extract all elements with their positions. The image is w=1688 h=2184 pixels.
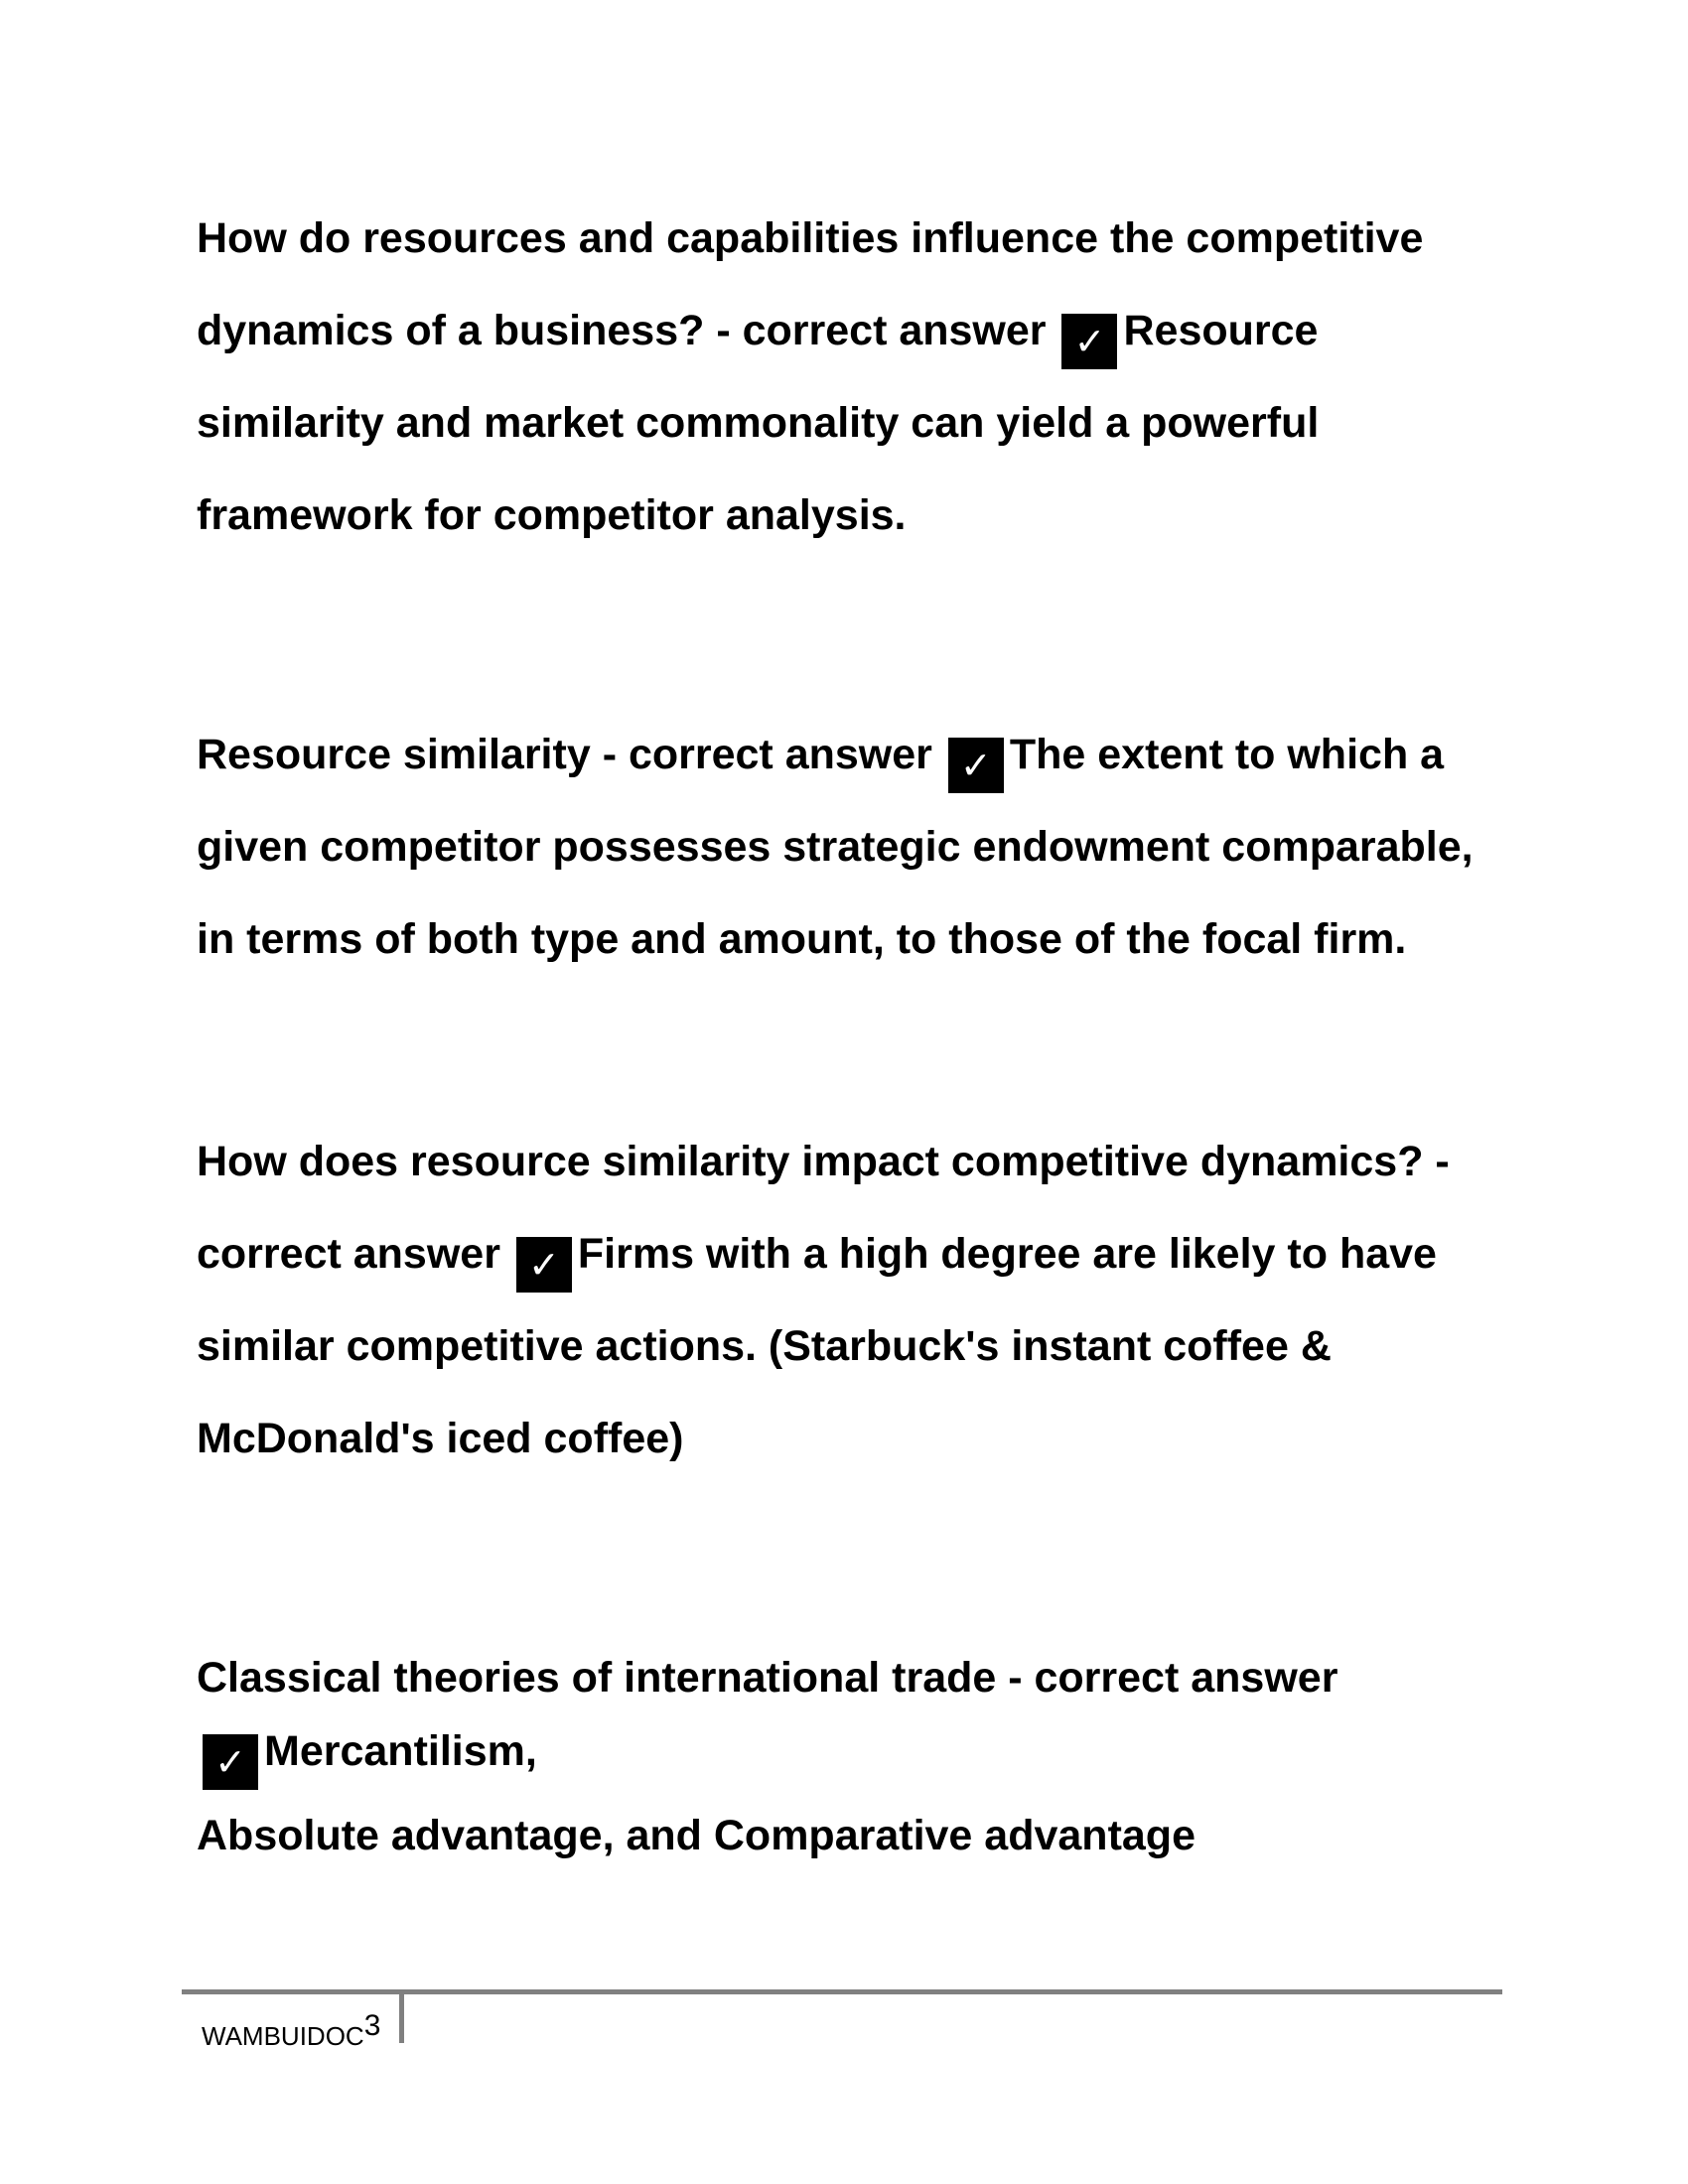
- checkmark-icon: ✓: [516, 1237, 572, 1293]
- answer-text: Resource: [1123, 307, 1319, 354]
- answer-text: The extent to which a: [1009, 731, 1445, 778]
- page-number: 3: [363, 2009, 381, 2042]
- text-line: McDonald's iced coffee): [197, 1415, 684, 1462]
- text-line: How do resources and capabilities influence the competitive: [197, 214, 1424, 262]
- checkmark-icon: ✓: [948, 738, 1004, 793]
- checkmark-icon: ✓: [1061, 314, 1117, 369]
- text-line: similarity and market commonality can yield a powerful: [197, 399, 1320, 447]
- text-line: How does resource similarity impact competitive dynamics? -: [197, 1138, 1450, 1185]
- text-line: [197, 730, 1507, 822]
- text-line: in terms of both type and amount, to those of the focal firm.: [197, 915, 1407, 963]
- question-text: dynamics of a business? - correct answer: [197, 307, 1058, 354]
- qa-entry-similarity-impact: [197, 1137, 1507, 1506]
- text-line: framework for competitor analysis.: [197, 491, 907, 539]
- qa-entry-classical-theories: [197, 1653, 1507, 1903]
- text-line: [197, 1726, 1507, 1811]
- question-text: correct answer: [197, 1230, 512, 1278]
- qa-entry-resources-capabilities: [197, 213, 1507, 583]
- answer-text: Mercantilism,: [264, 1727, 537, 1775]
- footer-vertical-divider: [399, 1993, 404, 2043]
- footer: [202, 2009, 380, 2052]
- text-line: Absolute advantage, and Comparative advantage: [197, 1812, 1196, 1859]
- footer-label: WAMBUIDOC: [202, 2021, 364, 2051]
- text-line: similar competitive actions. (Starbuck's instant coffee &: [197, 1322, 1332, 1370]
- answer-text: Firms with a high degree are likely to have: [577, 1230, 1437, 1278]
- checkmark-icon: ✓: [203, 1734, 258, 1790]
- question-text: Resource similarity - correct answer: [197, 731, 944, 778]
- text-line: [197, 306, 1507, 398]
- text-line: given competitor possesses strategic endowment comparable,: [197, 823, 1474, 871]
- footer-divider: [182, 1989, 1502, 1994]
- qa-entry-resource-similarity: [197, 730, 1507, 1007]
- text-line: [197, 1229, 1507, 1321]
- text-line: Classical theories of international trade - correct answer: [197, 1654, 1338, 1702]
